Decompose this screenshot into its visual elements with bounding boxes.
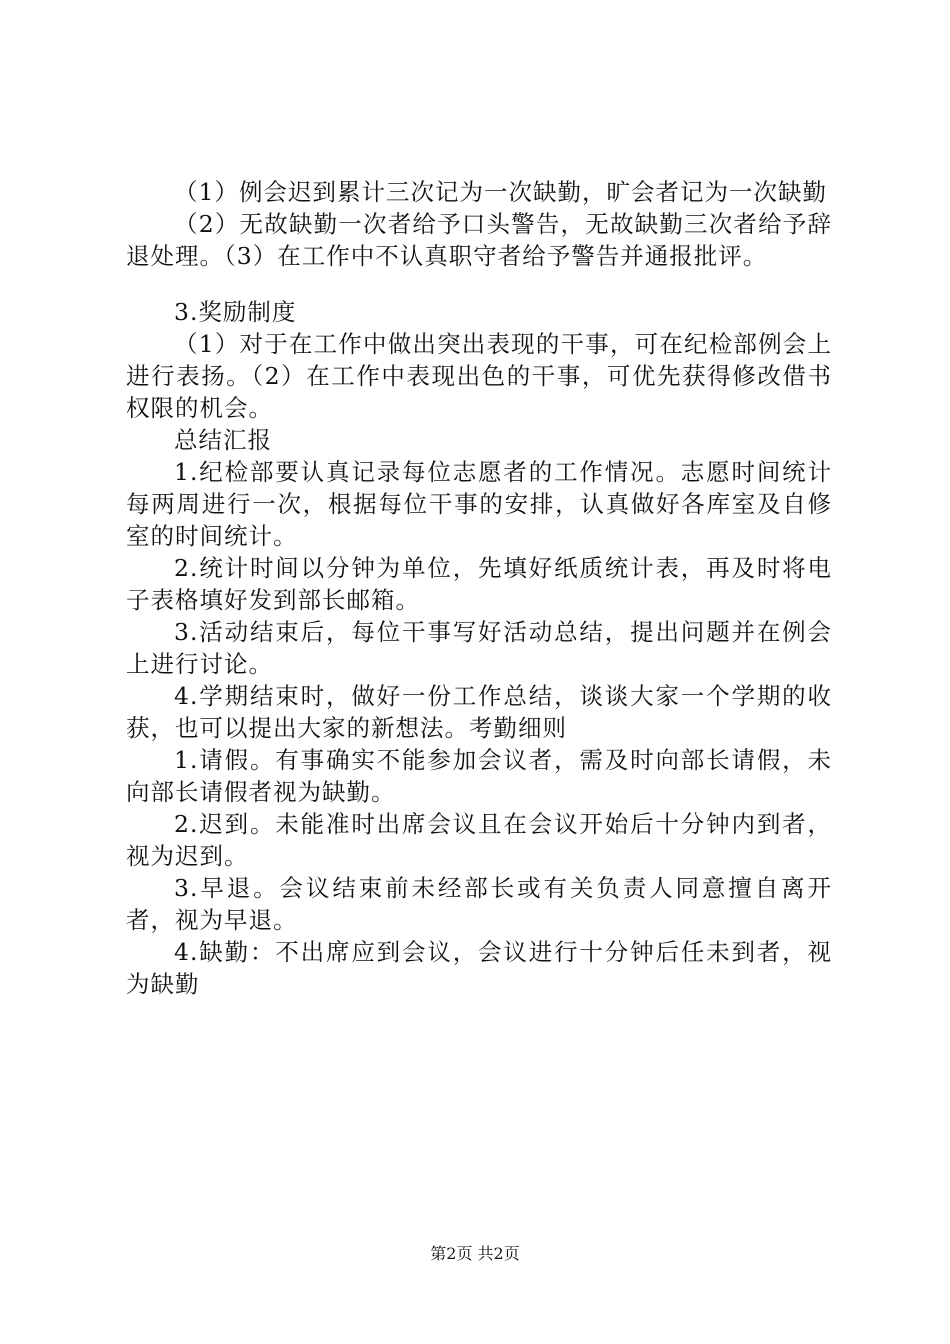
paragraph-attendance-absence: 4.缺勤：不出席应到会议，会议进行十分钟后任未到者，视为缺勤 [126, 938, 832, 998]
paragraph-attendance-leave: 1.请假。有事确实不能参加会议者，需及时向部长请假，未向部长请假者视为缺勤。 [126, 746, 832, 806]
paragraph-rewards: （1）对于在工作中做出突出表现的干事，可在纪检部例会上进行表扬。（2）在工作中表现出色的干事，可优先获得修改借书权限的机会。 [126, 330, 832, 422]
paragraph-summary-3: 3.活动结束后，每位干事写好活动总结，提出问题并在例会上进行讨论。 [126, 618, 832, 678]
section-heading-rewards: 3.奖励制度 [174, 298, 297, 326]
paragraph-attendance-rule-1: （1）例会迟到累计三次记为一次缺勤，旷会者记为一次缺勤 [174, 178, 827, 206]
section-heading-summary-report: 总结汇报 [174, 426, 272, 454]
paragraph-attendance-rule-2: （2）无故缺勤一次者给予口头警告，无故缺勤三次者给予辞退处理。（3）在工作中不认真职守者给予警告并通报批评。 [126, 210, 832, 270]
paragraph-summary-2: 2.统计时间以分钟为单位，先填好纸质统计表，再及时将电子表格填好发到部长邮箱。 [126, 554, 832, 614]
document-body [126, 176, 832, 1000]
paragraph-summary-1: 1.纪检部要认真记录每位志愿者的工作情况。志愿时间统计每两周进行一次，根据每位干事的安排，认真做好各库室及自修室的时间统计。 [126, 458, 832, 550]
paragraph-summary-4: 4.学期结束时，做好一份工作总结，谈谈大家一个学期的收获，也可以提出大家的新想法。考勤细则 [126, 682, 832, 742]
page-number-footer: 第2页 共2页 [430, 1244, 520, 1263]
paragraph-attendance-late: 2.迟到。未能准时出席会议且在会议开始后十分钟内到者，视为迟到。 [126, 810, 832, 870]
paragraph-attendance-early-leave: 3.早退。会议结束前未经部长或有关负责人同意擅自离开者，视为早退。 [126, 874, 832, 934]
